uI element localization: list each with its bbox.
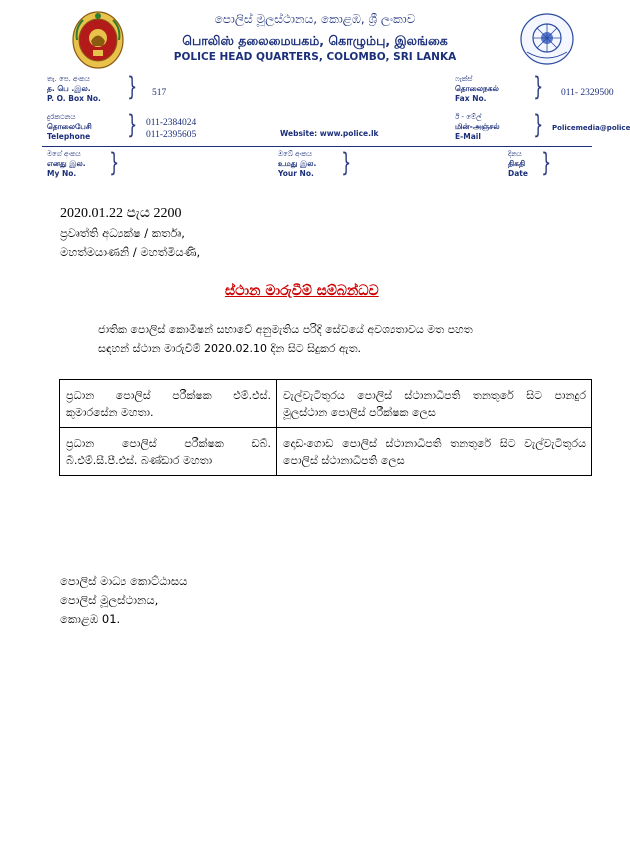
email-value[interactable]: Policemedia@police (552, 124, 630, 132)
brace: } (533, 110, 544, 140)
addressee-line-1: ප්‍රවෘත්ති අධ්‍යක්ෂ / කර්තෘ, (60, 226, 185, 240)
addressee-line-2: මහත්මයාණනි / මහත්මියණි, (60, 245, 201, 259)
body-line-2: සඳහන් ස්ථාන මාරුවීම් 2020.02.10 දින සිට සිදුකර ඇත. (98, 342, 361, 355)
signoff-line-1: පොලිස් මාධ්‍ය කොට්ඨාසය (60, 574, 188, 588)
telephone-label: දුරකථනය தொலைபேசி Telephone (47, 113, 92, 141)
signoff-line-3: කොළඹ 01. (60, 612, 121, 626)
po-box-label: තැ. පෙ. අංකය த. பெ .இல. P. O. Box No. (47, 75, 101, 103)
letterhead-name-sinhala: පොලිස් මූලස්ථානය, කොළඹ, ශ්‍රී ලංකාව (214, 12, 416, 26)
brace: } (127, 72, 138, 102)
letterhead-name-tamil: பொலிஸ் தலைமையகம், கொழும்பு, இலங்கை (182, 33, 448, 48)
brace: } (341, 148, 352, 178)
letter-title: ස්ථාන මාරුවීම් සම්බන්ධව (225, 283, 379, 299)
officer-cell: ප්‍රධාන පොලිස් පරීක්ෂක එම්.එස්. කුමාරසේන මහතා. (60, 380, 277, 428)
telephone-value-2: 011-2395605 (146, 130, 197, 140)
letterhead-divider (42, 146, 592, 147)
reference-line: 2020.01.22 පැය 2200 (60, 206, 182, 221)
my-no-label: මගේ අංකය எனது இல. My No. (47, 150, 86, 178)
email-label: ඊ - මේල් மின்-அஞ்சல் E-Mail (455, 113, 500, 141)
po-box-value: 517 (152, 88, 167, 98)
signoff-line-2: පොලිස් මූලස්ථානය, (60, 593, 159, 607)
website-link[interactable]: Website: www.police.lk (280, 129, 379, 138)
your-no-label: ඔබේ අංකය உமது இல. Your No. (278, 150, 317, 178)
telephone-value-1: 011-2384024 (146, 118, 197, 128)
letterhead-name-english: POLICE HEAD QUARTERS, COLOMBO, SRI LANKA (173, 51, 457, 63)
brace: } (109, 148, 120, 178)
brace: } (127, 110, 138, 140)
brace: } (533, 72, 544, 102)
body-line-1: ජාතික පොලිස් කොමිෂන් සභාවේ අනුමැතිය පරිදි සේවයේ අවශ්‍යතාවය මත පහත (98, 323, 473, 336)
officer-cell: ප්‍රධාන පොලිස් පරීක්ෂක ඩබ්. බී.එම්.සී.පී.එස්. බණ්ඩාර මහතා (60, 428, 277, 476)
brace: } (541, 148, 552, 178)
fax-label: ෆැක්ස් தொலைநகல் Fax No. (455, 75, 499, 103)
transfer-details-cell: දොඩංගොඩ පොලිස් ස්ථානාධිපති තනතුරේ සිට වැල්වැටිතුරය පොලිස් ස්ථානාධිපති ලෙස (277, 428, 592, 476)
transfer-details-cell: වැල්වැටිතුරය පොලිස් ස්ථානාධිපති තනතුරේ සිට පානදුර මූලස්ථාන පොලිස් පරීක්ෂක ලෙස (277, 380, 592, 428)
table-row (60, 428, 592, 476)
table-row (60, 380, 592, 428)
transfers-table (59, 379, 592, 476)
fax-value: 011- 2329500 (561, 88, 614, 98)
date-label: දිනය திகதி Date (508, 150, 528, 178)
